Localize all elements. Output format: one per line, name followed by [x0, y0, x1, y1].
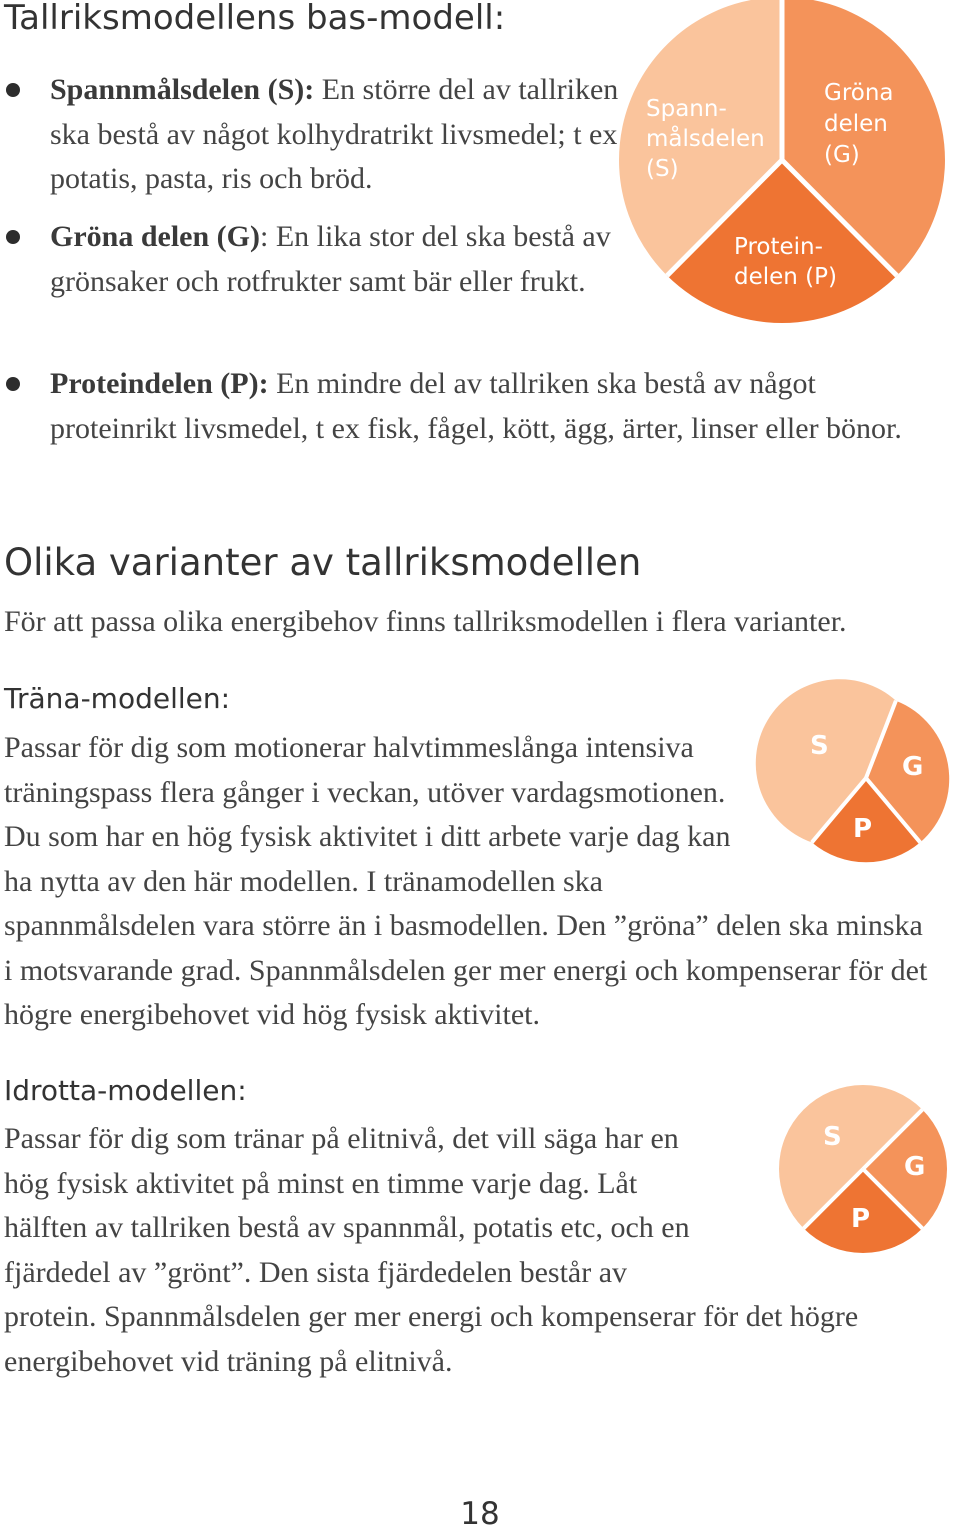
page-title: Tallriksmodellens bas-modell:: [4, 0, 506, 38]
trana-heading: Träna-modellen:: [4, 682, 231, 715]
bullet-dot: [6, 230, 20, 244]
pie-label-grona-1: Gröna: [824, 80, 894, 106]
bullet-protein: [50, 362, 930, 451]
pie-label-grona-3: (G): [824, 142, 860, 168]
pie-label-protein-2: delen (P): [734, 264, 837, 290]
pie-label-s: S: [810, 731, 829, 761]
pie-label-spannmal-3: (S): [646, 156, 679, 182]
base-plate-pie: [610, 0, 960, 330]
bullet-text: En större del av tallriken ska bestå av något kolhydratrikt livsmedel; t ex potatis, pasta, ris och bröd.: [50, 73, 619, 195]
bullet-term: Proteindelen (P):: [50, 367, 269, 400]
bullet-grona: [50, 215, 630, 304]
bullet-dot: [6, 377, 20, 391]
pie-label-s: S: [823, 1122, 842, 1152]
bullet-text: En mindre del av tallriken ska bestå av något proteinrikt livsmedel, t ex fisk, fågel, kött, ägg, ärter, linser eller bönor.: [50, 367, 902, 445]
bullet-text: : En lika stor del ska bestå av grönsaker och rotfrukter samt bär eller frukt.: [50, 220, 611, 298]
pie-label-protein-1: Protein-: [734, 234, 823, 260]
bullet-term: Spannmålsdelen (S):: [50, 73, 315, 106]
pie-label-spannmal-2: målsdelen: [646, 126, 765, 152]
idrotta-paragraph: Passar för dig som tränar på elitnivå, det vill säga har en hög fysisk aktivitet på minst en timme varje dag. Låt hälften av tallriken bestå av spannmål, potatis etc, och en fjärdedel av ”grönt”. Den sista fjärdedelen består av protein. Spannmålsdelen ger mer energi och kompenserar för det högre energibehovet vid träning på elitnivå.: [4, 1122, 859, 1378]
trana-paragraph: Passar för dig som motionerar halvtimmeslånga intensiva träningspass flera gånger i veckan, utöver vardagsmotionen. Du som har en hög fysisk aktivitet i ditt arbete varje dag kan ha nytta av den här modellen. I tränamodellen ska spannmålsdelen vara större än i basmodellen. Den ”gröna” delen ska minska i motsvarande grad. Spannmålsdelen ger mer energi och kompenserar för det högre energibehovet vid hög fysisk aktivitet.: [4, 731, 928, 1031]
pie-label-p: P: [851, 1204, 871, 1234]
bullet-dot: [6, 83, 20, 97]
trana-plate-pie: [776, 688, 956, 868]
idrotta-plate-pie: [773, 1079, 953, 1259]
section-heading: Olika varianter av tallriksmodellen: [4, 541, 642, 584]
bullet-term: Gröna delen (G): [50, 220, 260, 253]
pie-label-g: G: [904, 1152, 926, 1182]
idrotta-heading: Idrotta-modellen:: [4, 1074, 247, 1107]
pie-label-grona-2: delen: [824, 111, 888, 137]
pie-label-spannmal-1: Spann-: [646, 96, 727, 122]
pie-label-g: G: [902, 752, 924, 782]
pie-label-p: P: [853, 814, 873, 844]
bullet-spannmal: [50, 68, 630, 202]
variants-intro: För att passa olika energibehov finns tallriksmodellen i flera varianter.: [4, 605, 847, 638]
page-number: 18: [460, 1496, 500, 1532]
